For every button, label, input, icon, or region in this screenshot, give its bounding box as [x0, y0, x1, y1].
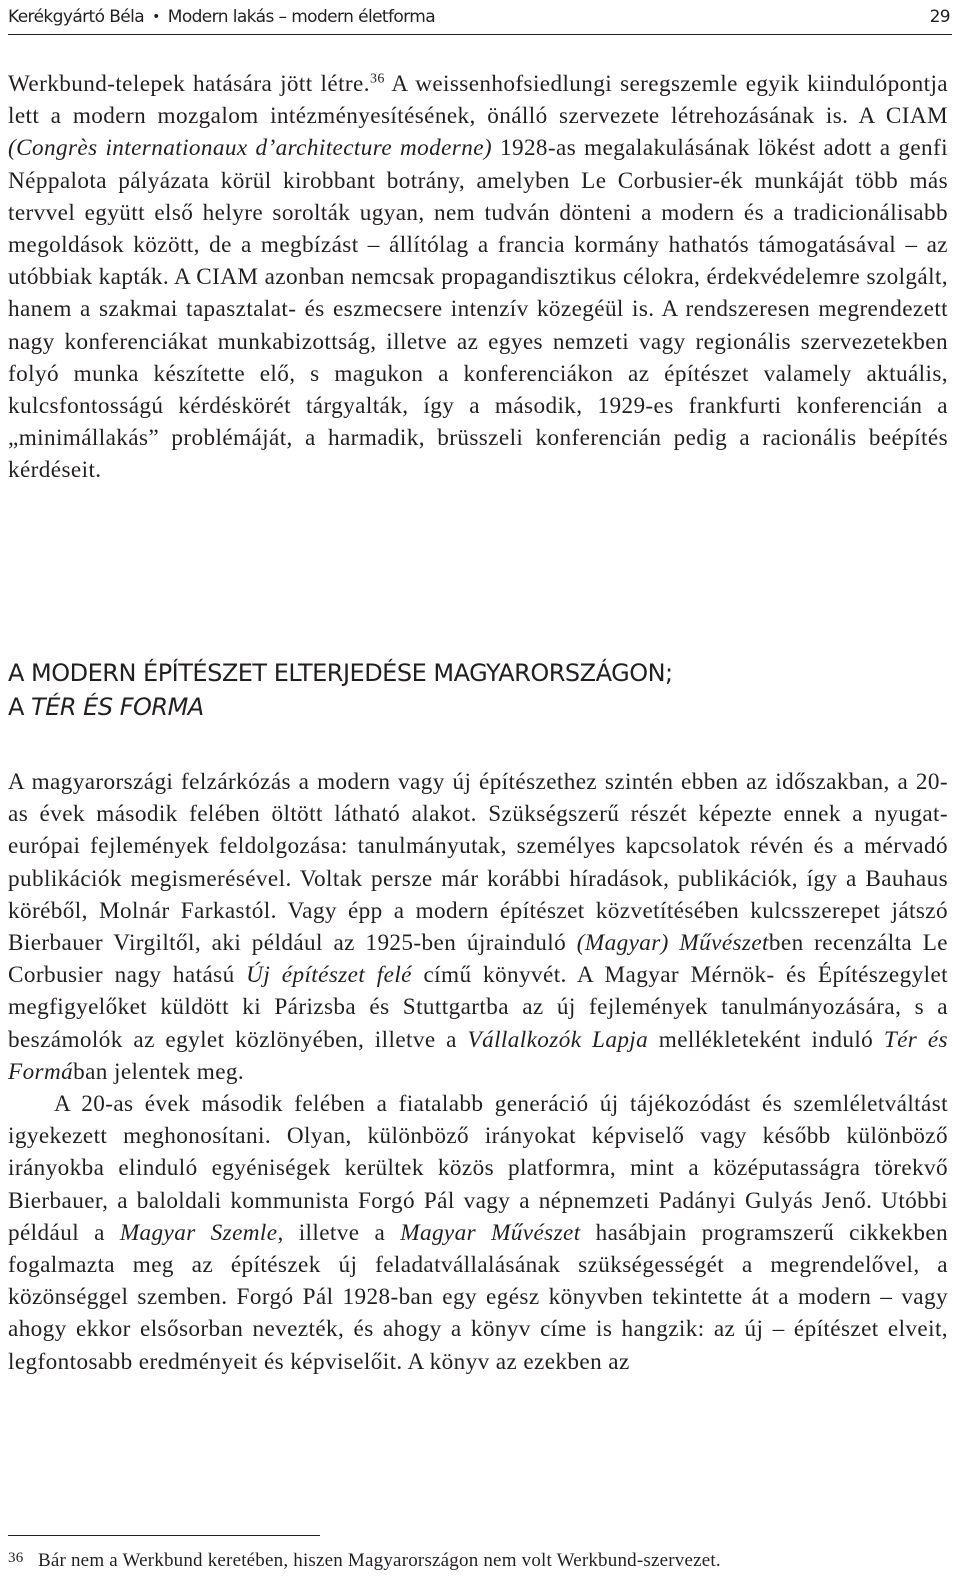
text-run: A magyarországi felzárkózás a modern vagy új építészethez szintén ebben az időszakban, a 20-as évek második felében öltött látható alakot. Szükségszerű részét képezte ennek a nyugat-európai fejlemények feldolgozása: tanulmányutak, személyes kapcsolatok révén és a mérvadó publikációk megismerésével. Voltak persze már korábbi híradások, publikációk, így a Bauhaus köréből, Molnár Farkastól. Vagy épp a modern építészet közvetítésében kulcsszerepet játszó Bierbauer Virgiltől, aki például az 1925-ben újrainduló — [8, 769, 948, 957]
author-name: Kerékgyártó Béla — [8, 7, 145, 27]
section-heading-line-2 — [8, 690, 948, 724]
page-number: 29 — [929, 7, 950, 27]
italic-text-run: Új építészet felé — [246, 962, 412, 989]
paragraph-text — [8, 68, 948, 487]
footnote-number: 36 — [8, 1550, 24, 1566]
text-run: A weissenhofsiedlungi seregszemle egyik kiindulópontja lett a modern mozgalom intézményesítésének, önálló szervezete létrehozásának is. A CIAM — [8, 71, 948, 130]
text-run: A 20-as évek második felében a fiatalabb generáció új tájékozódást és szemléletváltást igyekezett meghonosítani. Olyan, különböző irányokat képviselő vagy később különböző irányokba elinduló egyéniségek kerültek közös platformra, mint a középutasságra törekvő Bierbauer, a baloldali kommunista Forgó Pál vagy a népnemzeti Padányi Gulyás Jenő. Utóbbi például a — [8, 1091, 948, 1246]
text-run: illetve a — [283, 1219, 401, 1246]
section-heading — [8, 656, 948, 724]
text-run: hasábjain programszerű cikkekben fogalmazta meg az építészek új feladatvállalásának szükségességét a megrendelővel, a közönséggel szemben. Forgó Pál 1928-ban egy egész könyvben tekintette át a modern – vagy ahogy ekkor elsősorban nevezték, és ahogy a könyv címe is hangzik: az új – építészet elveit, legfontosabb eredményeit és képviselőit. A könyv az ezekben az — [8, 1219, 949, 1375]
text-run: Werkbund-telepek hatására jött létre. — [8, 71, 370, 97]
body-paragraph-1 — [8, 68, 948, 487]
heading-italic-run: TÉR ÉS FORMA — [31, 693, 204, 721]
italic-text-run: Magyar Szemle, — [119, 1219, 284, 1246]
footnote-text: Bár nem a Werkbund keretében, hiszen Magyarországon nem volt Werkbund-szervezet. — [38, 1550, 721, 1571]
running-header-left — [8, 7, 435, 27]
italic-text-run: Vállalkozók Lapja — [467, 1026, 649, 1053]
footnote — [8, 1545, 948, 1574]
text-run: című könyvét. A Magyar Mérnök- és Építészegylet megfigyelőket küldött ki Párizsba és Stuttgartba az új fejlemények tanulmányozására, s a beszámolók az egylet közlönyében, illetve a — [8, 962, 948, 1053]
section-body — [8, 766, 948, 1378]
section-heading-line-1: A MODERN ÉPÍTÉSZET ELTERJEDÉSE MAGYARORSZÁGON; — [8, 659, 673, 687]
text-run: mellékleteként induló — [648, 1026, 884, 1053]
italic-text-run: Magyar Művészet — [400, 1219, 581, 1246]
book-title: Modern lakás – modern életforma — [167, 7, 436, 27]
text-run: ben recenzálta Le Corbusier nagy hatású — [8, 930, 948, 989]
text-run: 1928-as megalakulásának lökést adott a genfi Néppalota pályázata körül kirobbant botrány, amelyben Le Corbusier-ék munkáját több más tervvel együtt első helyre sorolták ugyan, nem tudván dönteni a modern és a tradicionálisabb megoldások között, de a megbízást – állítólag a francia kormány hathatós támogatásával – az utóbbiak kapták. A CIAM azonban nemcsak propagandisztikus célokra, érdekvédelemre szolgált, hanem a szakmai tapasztalat- és eszmecsere intenzív közegéül is. A rendszeresen megrendezett nagy konferenciákat munkabizottság, illetve az egyes nemzeti vagy regionális szervezetekben folyó munka készítette elő, s magukon a konferenciákon az építészet valamely aktuális, kulcsfontosságú kérdéskörét tárgyalták, így a második, 1929-es frankfurti konferencián a „minimállakás” problémáját, a harmadik, brüsszeli konferencián pedig a racionális beépítés kérdéseit. — [8, 135, 948, 484]
italic-text-run: Tér és Formá — [8, 1026, 948, 1085]
italic-text-run: (Magyar) Művészet — [576, 930, 769, 957]
body-paragraph-2 — [8, 766, 948, 1088]
heading-text-run: A — [8, 693, 32, 721]
bullet-separator: • — [152, 9, 160, 25]
text-run: ban jelentek meg. — [73, 1058, 245, 1085]
footnote-divider — [8, 1535, 320, 1536]
italic-text-run: (Congrès internationaux d’architecture moderne) — [8, 135, 493, 162]
running-header — [8, 0, 952, 35]
body-paragraph-3 — [8, 1088, 948, 1378]
footnote-reference: 36 — [369, 71, 385, 87]
